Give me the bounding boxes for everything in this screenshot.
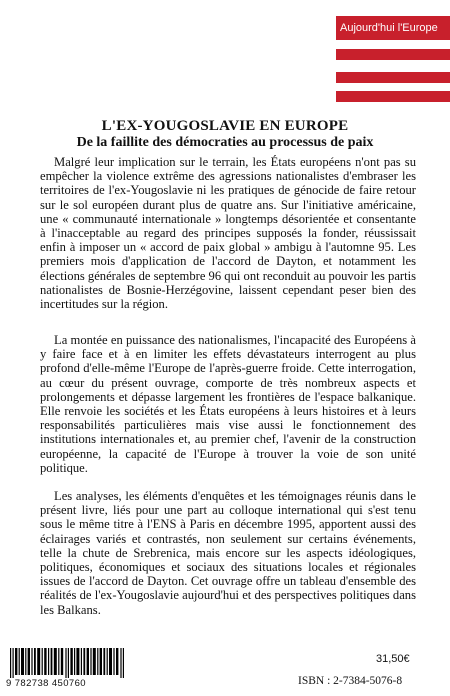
book-subtitle: De la faillite des démocraties au processus de paix: [76, 135, 374, 150]
barcode-number: 9 782738 450760: [6, 678, 86, 689]
barcode-icon: [10, 648, 128, 678]
blurb-paragraph-3: Les analyses, les éléments d'enquêtes et les témoignages réunis dans le présent livre, liés pour une part au colloque international qui s'est tenu sous le même titre à l'ENS à Paris en décembre 1995, apportent aussi des éclairages variés et contrastés, non seulement sur certains événements, telle la chute de Srebrenica, mais encore sur les aspects idéologiques, politiques, économiques et sociaux des situations locales et régionales issues de l'accord de Dayton. Cet ouvrage offre un tableau d'ensemble des réalités de l'ex-Yougoslavie aujourd'hui et des perspectives politiques dans les Balkans.: [40, 489, 416, 617]
series-badge: Aujourd'hui l'Europe: [336, 16, 450, 40]
isbn-label: ISBN : 2-7384-5076-8: [298, 675, 403, 687]
series-stripe: [336, 72, 450, 83]
series-stripe: [336, 91, 450, 102]
blurb-paragraph-2: La montée en puissance des nationalismes, l'incapacité des Européens à y faire face et à en limiter les effets dévastateurs interrogent au plus profond d'elle-même l'Europe de l'après-guerre froide. Cette interrogation, au cœur du présent ouvrage, comporte de très nombreux aspects et prolongements et dépasse largement les frontières de l'espace balkanique. Elle renvoie les sociétés et les États européens à leurs histoires et à leurs responsabilités particulières mais vise aussi le fonctionnement des institutions internationales et, au premier chef, l'avenir de la construction européenne, la capacité de l'Europe à trouver la voie de son unité politique.: [40, 333, 416, 475]
price-label: 31,50€: [376, 653, 410, 665]
book-title: L'EX-YOUGOSLAVIE EN EUROPE: [101, 118, 349, 134]
blurb-paragraph-1: Malgré leur implication sur le terrain, les États européens n'ont pas su empêcher la violence extrême des agressions nationalistes d'embraser les territoires de l'ex-Yougoslavie ni les pratiques de génocide de faire retour sur le sol européen durant plus de quatre ans. Sur l'initiative américaine, une « communauté internationale » longtemps désorientée et consentante à l'inacceptable au regard des principes supposés la fonder, réussissait enfin à imposer un « accord de paix global » ambigu à l'automne 95. Les premiers mois d'application de l'accord de Dayton, et notamment les élections générales de septembre 96 qui ont reconduit au pouvoir les partis nationalistes de Bosnie-Herzégovine, laissent cependant peser bien des incertitudes sur la région.: [40, 155, 416, 312]
series-stripe: [336, 49, 450, 60]
